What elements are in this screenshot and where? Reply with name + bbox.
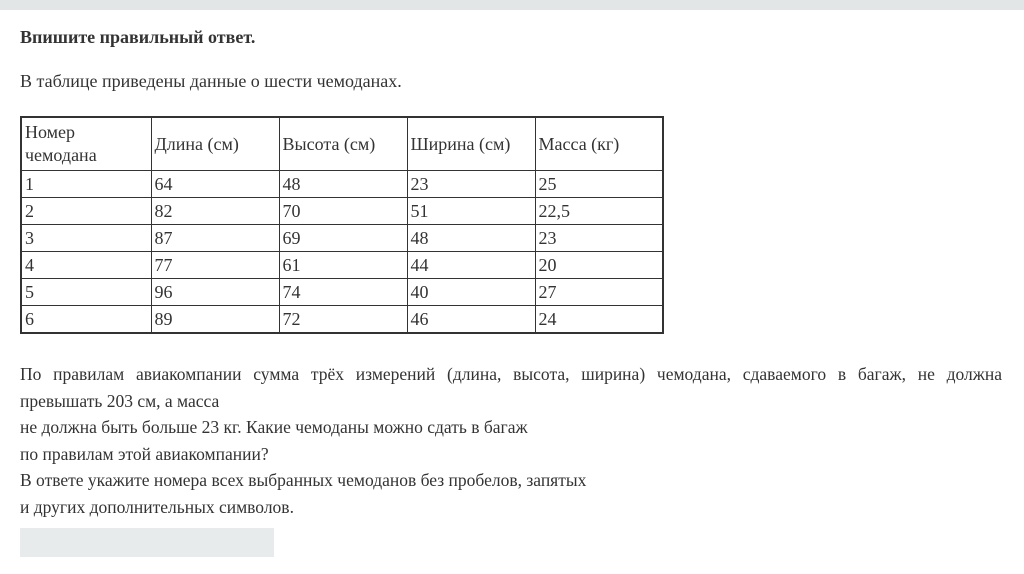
table-cell: 23 (407, 171, 535, 198)
content-area (0, 26, 1024, 557)
table-cell: 4 (21, 252, 151, 279)
table-cell: 74 (279, 279, 407, 306)
table-cell: 72 (279, 306, 407, 334)
table-cell: 69 (279, 225, 407, 252)
column-header-number: Номер чемодана (21, 117, 151, 171)
table-cell: 51 (407, 198, 535, 225)
answer-input[interactable] (20, 528, 274, 557)
paragraph-line: не должна быть больше 23 кг. Какие чемоданы можно сдать в багаж (20, 417, 528, 437)
paragraph-line: В ответе укажите номера всех выбранных чемоданов без пробелов, запятых (20, 470, 587, 490)
column-header-height: Высота (см) (279, 117, 407, 171)
table-cell: 1 (21, 171, 151, 198)
column-header-length: Длина (см) (151, 117, 279, 171)
answer-section (20, 528, 1002, 557)
column-header-mass: Масса (кг) (535, 117, 663, 171)
table-cell: 77 (151, 252, 279, 279)
table-cell: 3 (21, 225, 151, 252)
table-row (21, 198, 663, 225)
table-cell: 44 (407, 252, 535, 279)
top-divider-bar (0, 0, 1024, 10)
table-cell: 20 (535, 252, 663, 279)
table-header-row (21, 117, 663, 171)
page-title: Впишите правильный ответ. (20, 27, 256, 47)
table-cell: 27 (535, 279, 663, 306)
table-cell: 48 (279, 171, 407, 198)
table-cell: 70 (279, 198, 407, 225)
table-cell: 87 (151, 225, 279, 252)
table-cell: 2 (21, 198, 151, 225)
table-cell: 48 (407, 225, 535, 252)
table-cell: 64 (151, 171, 279, 198)
table-row (21, 306, 663, 334)
paragraph-line: По правилам авиакомпании сумма трёх измерений (длина, высота, ширина) чемодана, сдаваемого в багаж, не должна (20, 364, 1002, 384)
table-row (21, 225, 663, 252)
table-cell: 82 (151, 198, 279, 225)
question-paragraph (20, 361, 1002, 520)
table-cell: 96 (151, 279, 279, 306)
table-cell: 46 (407, 306, 535, 334)
intro-text: В таблице приведены данные о шести чемоданах. (20, 71, 402, 91)
suitcase-table (20, 116, 664, 334)
table-cell: 22,5 (535, 198, 663, 225)
table-cell: 6 (21, 306, 151, 334)
table-cell: 24 (535, 306, 663, 334)
table-cell: 5 (21, 279, 151, 306)
paragraph-line: по правилам этой авиакомпании? (20, 443, 269, 464)
table-cell: 40 (407, 279, 535, 306)
paragraph-line: и других дополнительных символов. (20, 496, 294, 517)
table-row (21, 171, 663, 198)
column-header-width: Ширина (см) (407, 117, 535, 171)
table-cell: 25 (535, 171, 663, 198)
table-row (21, 252, 663, 279)
table-row (21, 279, 663, 306)
table-cell: 23 (535, 225, 663, 252)
table-cell: 61 (279, 252, 407, 279)
table-cell: 89 (151, 306, 279, 334)
paragraph-line: превышать 203 см, а масса (20, 390, 220, 411)
